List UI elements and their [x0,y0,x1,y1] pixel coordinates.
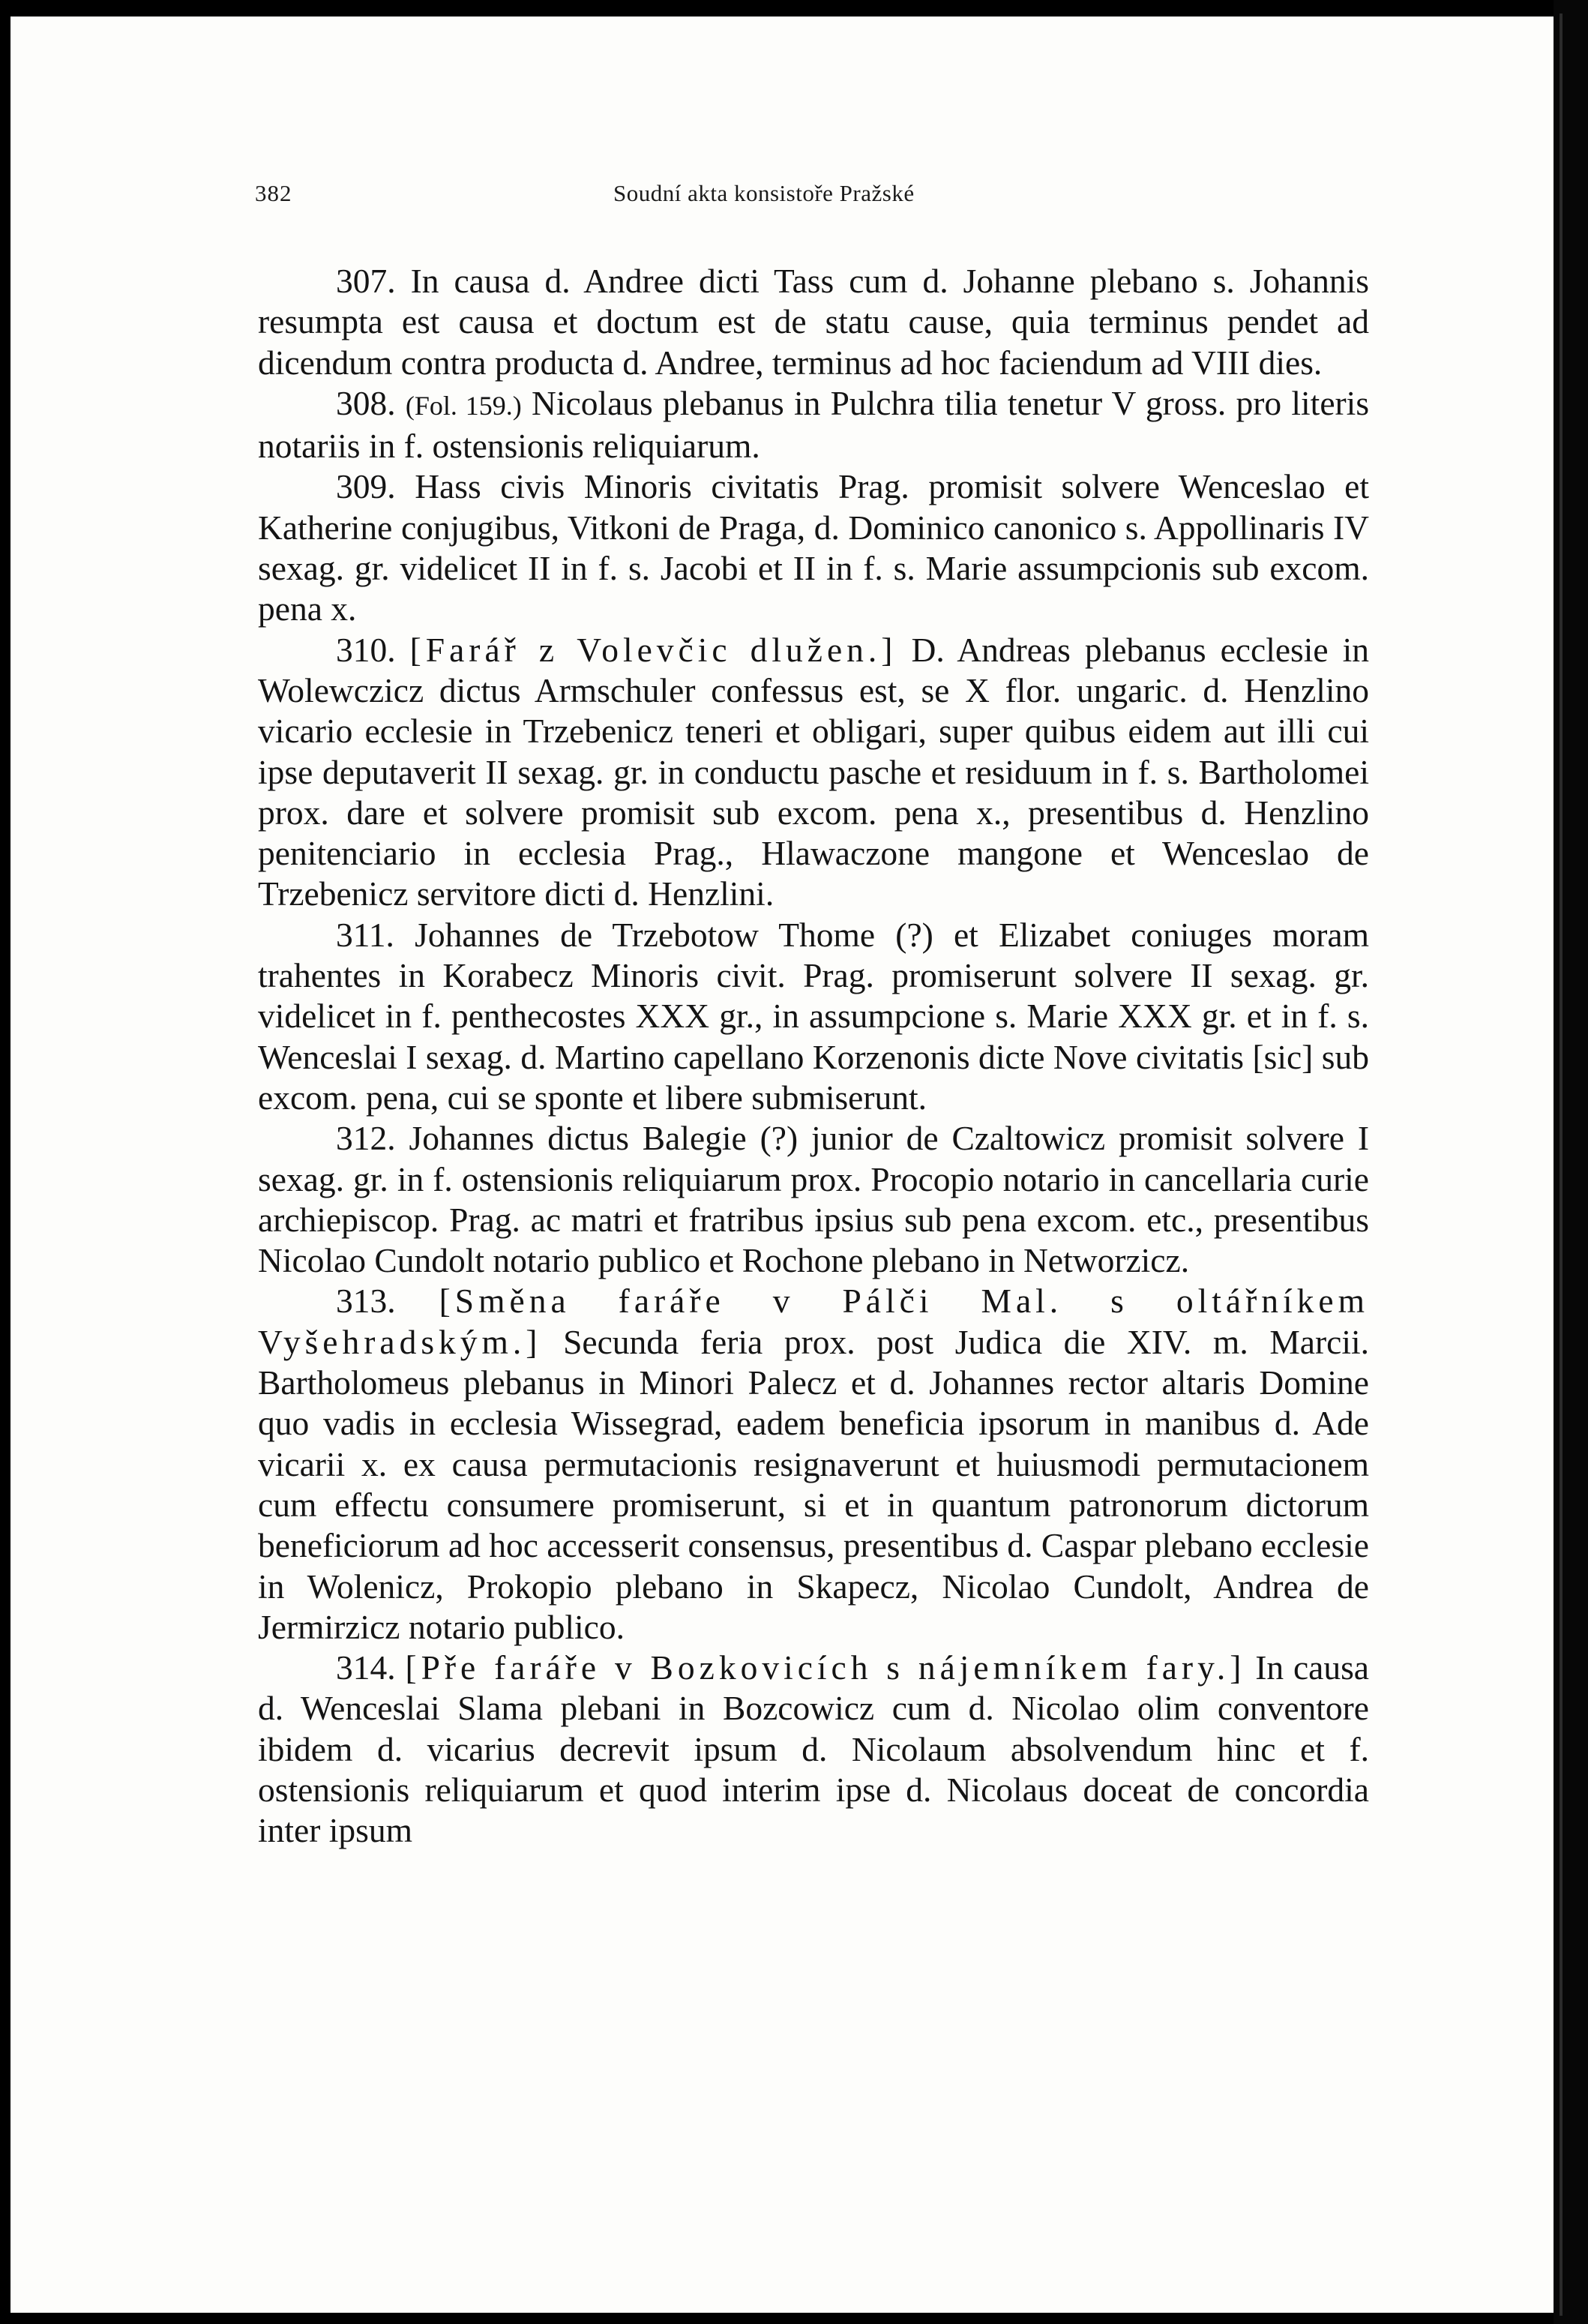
entry-heading: [Pře faráře v Bozkovicích s nájemníkem fary.] [405,1648,1246,1687]
entry-number: 313. [336,1282,396,1321]
entry-number: 314. [336,1648,396,1687]
entry-308 [258,383,1369,467]
entry-text: Hass civis Minoris civitatis Prag. promisit solvere Wenceslao et Katherine conjugibus, Vitkoni de Praga, d. Dominico canonico s. Appollinaris IV sexag. gr. videlicet II in f. s. Jacobi et II in f. s. Marie assumpcionis sub excom. pena x. [258,467,1369,628]
entry-text: D. Andreas plebanus ecclesie in Wolewczicz dictus Armschuler confessus est, se X flor. ungaric. d. Henzlino vicario ecclesie in Trzebenicz teneri et obligari, super quibus eidem aut illi cui ipse deputaverit II sexag. gr. in conductu pasche et residuum in f. s. Bartholomei prox. dare et solvere promisit sub excom. pena x., presentibus d. Henzlino penitenciario in ecclesia Prag., Hlawaczone mangone et Wenceslao de Trzebenicz servitore dicti d. Henzlini. [258,630,1369,913]
entry-text: Nicolaus plebanus in Pulchra tilia tenetur V gross. pro literis notariis in f. ostensionis reliquiarum. [258,383,1370,466]
entry-314 [258,1648,1369,1851]
entry-number: 307. [336,262,396,300]
scan-edge-right [1554,0,1588,2324]
page-number: 382 [255,180,292,206]
entry-309 [258,466,1369,629]
entry-text: In causa d. Wenceslai Slama plebani in Bozcowicz cum d. Nicolao olim conventore ibidem d. vicarius decrevit ipsum d. Nicolaum absolvendum hinc et f. ostensionis reliquiarum et quod interim ipse d. Nicolaus doceat de concordia inter ipsum [258,1648,1369,1850]
entry-text: Secunda feria prox. post Judica die XIV. m. Marcii. Bartholomeus plebanus in Minori Palecz et d. Johannes rector altaris Domine quo vadis in ecclesia Wissegrad, eadem beneficia ipsorum in manibus d. Ade vicarii x. ex causa permutacionis resignaverunt et huiusmodi permutacionem cum effectu consumere promiserunt, si et in quantum patronorum dictorum beneficiorum ad hoc accesserit consensus, presentibus d. Caspar plebano ecclesie in Wolenicz, Prokopio plebano in Skapecz, Nicolao Cundolt, Andrea de Jermirzicz notario publico. [258,1322,1370,1646]
entry-heading: [Farář z Volevčic dlužen.] [409,630,897,669]
entry-310 [258,630,1369,915]
entry-number: 310. [336,630,396,669]
entry-text: Johannes de Trzebotow Thome (?) et Elizabet coniuges moram trahentes in Korabecz Minoris civit. Prag. promiserunt solvere II sexag. gr. videlicet in f. penthecostes XXX gr., in assumpcione s. Marie XXX gr. et in f. s. Wenceslai I sexag. d. Martino capellano Korzenonis dicte Nove civitatis [sic] sub excom. pena, cui se sponte et libere submiserunt. [258,915,1370,1117]
scan-edge-line [1560,13,1563,2316]
running-title: Soudní akta konsistoře Pražské [613,180,915,206]
entry-311 [258,915,1369,1118]
folio-reference: (Fol. 159.) [405,390,522,421]
entry-313 [258,1281,1369,1648]
entry-number: 312. [336,1119,396,1158]
entry-number: 311. [336,915,394,954]
entry-heading: [Směna faráře v Pálči Mal. s oltářníkem Vyšehradským.] [258,1282,1370,1361]
entry-307 [258,261,1369,383]
entry-text: In causa d. Andree dicti Tass cum d. Johanne plebano s. Johannis resumpta est causa et doctum est de statu cause, quia terminus pendet ad dicendum contra producta d. Andree, terminus ad hoc faciendum ad VIII dies. [258,262,1370,382]
entry-number: 309. [336,467,396,506]
page-header [255,180,1380,210]
entry-312 [258,1118,1369,1281]
entry-text: Johannes dictus Balegie (?) junior de Czaltowicz promisit solvere I sexag. gr. in f. ostensionis reliquiarum prox. Procopio notario in cancellaria curie archiepiscop. Prag. ac matri et fratribus ipsius sub pena excom. etc., presentibus Nicolao Cundolt notario publico et Rochone plebano in Networzicz. [258,1119,1369,1280]
document-body [258,261,1369,1852]
entry-number: 308. [336,383,396,422]
